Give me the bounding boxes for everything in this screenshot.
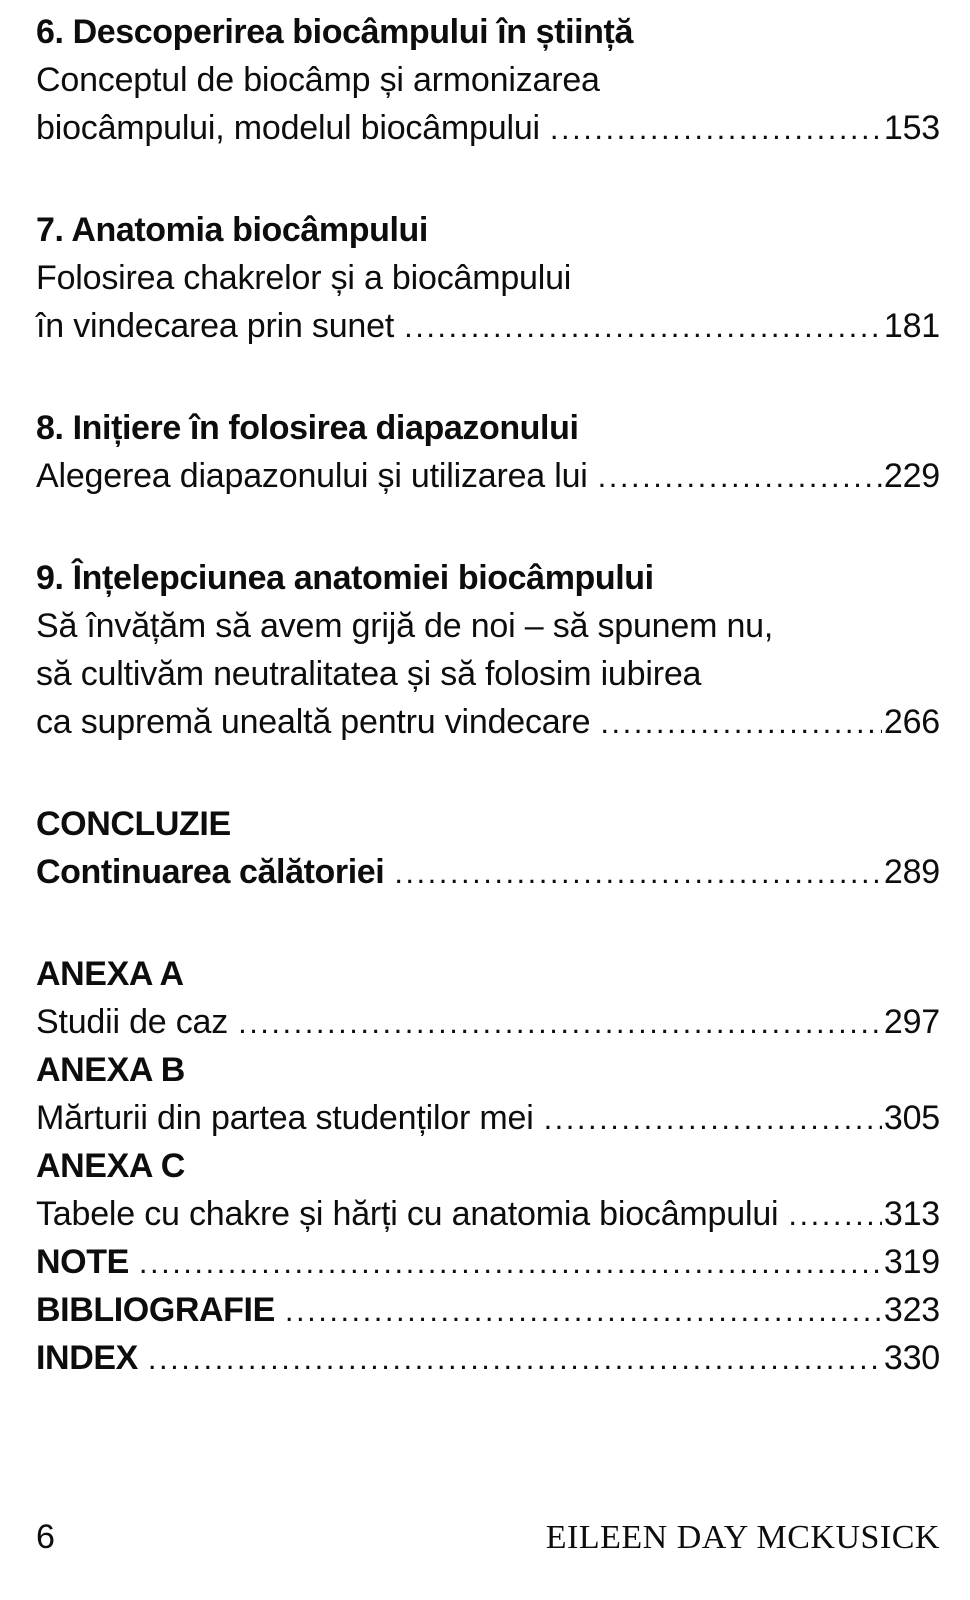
toc-heading-chapter-8 bbox=[36, 404, 940, 452]
toc-entry bbox=[36, 452, 940, 500]
folio-page-number: 6 bbox=[36, 1518, 55, 1556]
toc-page-number: 297 bbox=[883, 1003, 940, 1041]
toc-subtitle-line bbox=[36, 254, 940, 302]
toc-page-number: 229 bbox=[883, 457, 940, 495]
toc-entry bbox=[36, 698, 940, 746]
toc-heading-text: 9. Înțelepciunea anatomiei biocâmpului bbox=[36, 559, 654, 597]
toc-page-number: 289 bbox=[883, 853, 940, 891]
toc-page-number: 153 bbox=[883, 109, 940, 147]
toc-subtitle-text: Să învățăm să avem grijă de noi – să spunem nu, bbox=[36, 607, 774, 645]
toc-entry-text: INDEX bbox=[36, 1339, 138, 1377]
dot-leader bbox=[238, 999, 882, 1047]
toc-entry bbox=[36, 848, 940, 896]
toc-subtitle-text: Folosirea chakrelor și a biocâmpului bbox=[36, 259, 572, 297]
toc-heading-anexa-a bbox=[36, 950, 940, 998]
dot-leader bbox=[550, 105, 882, 153]
toc-entry-text: Mărturii din partea studenților mei bbox=[36, 1099, 534, 1137]
toc-subtitle-line bbox=[36, 56, 940, 104]
toc-entry-note bbox=[36, 1238, 940, 1286]
toc-entry-text: Alegerea diapazonului și utilizarea lui bbox=[36, 457, 588, 495]
toc-entry bbox=[36, 1094, 940, 1142]
dot-leader bbox=[598, 453, 882, 501]
toc-page-number: 319 bbox=[883, 1243, 940, 1281]
toc-page-number: 313 bbox=[883, 1195, 940, 1233]
toc-subtitle-text: să cultivăm neutralitatea și să folosim iubirea bbox=[36, 655, 702, 693]
toc-page-number: 266 bbox=[883, 703, 940, 741]
dot-leader bbox=[148, 1335, 882, 1383]
dot-leader bbox=[285, 1287, 882, 1335]
toc-page-number: 330 bbox=[883, 1339, 940, 1377]
toc-heading-anexa-b bbox=[36, 1046, 940, 1094]
dot-leader bbox=[788, 1191, 881, 1239]
toc-heading-text: 6. Descoperirea biocâmpului în știință bbox=[36, 13, 633, 51]
table-of-contents bbox=[36, 8, 940, 1382]
toc-subtitle-line bbox=[36, 650, 940, 698]
dot-leader bbox=[404, 303, 882, 351]
toc-entry-text: Studii de caz bbox=[36, 1003, 229, 1041]
dot-leader bbox=[544, 1095, 882, 1143]
running-header-author: EILEEN DAY MCKUSICK bbox=[545, 1519, 940, 1556]
page-footer bbox=[36, 1518, 940, 1557]
toc-entry bbox=[36, 104, 940, 152]
toc-entry-text: BIBLIOGRAFIE bbox=[36, 1291, 275, 1329]
dot-leader bbox=[600, 699, 882, 747]
toc-heading-text: CONCLUZIE bbox=[36, 805, 231, 843]
toc-entry bbox=[36, 1190, 940, 1238]
toc-heading-text: ANEXA A bbox=[36, 955, 184, 993]
toc-entry-text: ca supremă unealtă pentru vindecare bbox=[36, 703, 591, 741]
toc-entry-index bbox=[36, 1334, 940, 1382]
toc-heading-concluzie bbox=[36, 800, 940, 848]
toc-heading-text: 7. Anatomia biocâmpului bbox=[36, 211, 428, 249]
toc-heading-chapter-7 bbox=[36, 206, 940, 254]
toc-subtitle-text: Conceptul de biocâmp și armonizarea bbox=[36, 61, 600, 99]
toc-entry-text: biocâmpului, modelul biocâmpului bbox=[36, 109, 540, 147]
toc-entry-bibliografie bbox=[36, 1286, 940, 1334]
toc-heading-anexa-c bbox=[36, 1142, 940, 1190]
toc-heading-text: ANEXA B bbox=[36, 1051, 185, 1089]
toc-heading-chapter-9 bbox=[36, 554, 940, 602]
toc-page-number: 181 bbox=[883, 307, 940, 345]
dot-leader bbox=[394, 849, 882, 897]
toc-entry-text: în vindecarea prin sunet bbox=[36, 307, 395, 345]
toc-heading-text: ANEXA C bbox=[36, 1147, 185, 1185]
toc-entry bbox=[36, 302, 940, 350]
toc-subtitle-line bbox=[36, 602, 940, 650]
toc-entry bbox=[36, 998, 940, 1046]
toc-heading-text: 8. Inițiere în folosirea diapazonului bbox=[36, 409, 579, 447]
toc-heading-chapter-6 bbox=[36, 8, 940, 56]
toc-entry-text: NOTE bbox=[36, 1243, 129, 1281]
toc-entry-text: Continuarea călătoriei bbox=[36, 853, 385, 891]
toc-page-number: 323 bbox=[883, 1291, 940, 1329]
toc-entry-text: Tabele cu chakre și hărți cu anatomia biocâmpului bbox=[36, 1195, 779, 1233]
toc-page-number: 305 bbox=[883, 1099, 940, 1137]
dot-leader bbox=[139, 1239, 882, 1287]
